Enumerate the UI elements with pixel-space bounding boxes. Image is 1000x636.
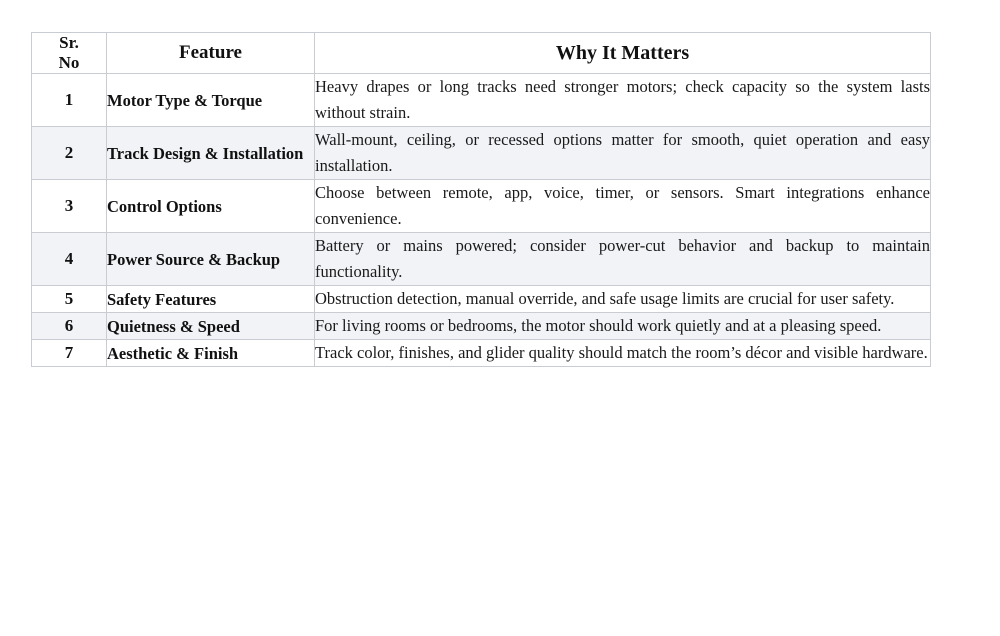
- table-row: [32, 340, 931, 367]
- header-cell-sr-no: [32, 33, 107, 74]
- cell-feature: Motor Type & Torque: [107, 74, 315, 127]
- cell-feature: Aesthetic & Finish: [107, 340, 315, 367]
- cell-sr-no: 3: [32, 180, 107, 233]
- table-row: [32, 286, 931, 313]
- table-row: [32, 127, 931, 180]
- cell-feature: Safety Features: [107, 286, 315, 313]
- cell-why-it-matters: Track color, finishes, and glider quality should match the room’s décor and visible hardware.: [315, 340, 931, 367]
- table-row: [32, 233, 931, 286]
- header-cell-feature: Feature: [107, 33, 315, 74]
- cell-feature: Track Design & Installation: [107, 127, 315, 180]
- cell-sr-no: 7: [32, 340, 107, 367]
- table-header-row: [32, 33, 931, 74]
- cell-sr-no: 4: [32, 233, 107, 286]
- cell-sr-no: 6: [32, 313, 107, 340]
- cell-why-it-matters: Obstruction detection, manual override, and safe usage limits are crucial for user safety.: [315, 286, 931, 313]
- cell-why-it-matters: For living rooms or bedrooms, the motor should work quietly and at a pleasing speed.: [315, 313, 931, 340]
- table-row: [32, 180, 931, 233]
- cell-feature: Power Source & Backup: [107, 233, 315, 286]
- cell-why-it-matters: Choose between remote, app, voice, timer, or sensors. Smart integrations enhance convenience.: [315, 180, 931, 233]
- cell-feature: Control Options: [107, 180, 315, 233]
- cell-sr-no: 5: [32, 286, 107, 313]
- header-sr-line1: Sr.: [59, 33, 79, 52]
- spec-table-container: [31, 32, 930, 367]
- cell-why-it-matters: Wall-mount, ceiling, or recessed options matter for smooth, quiet operation and easy installation.: [315, 127, 931, 180]
- header-sr-line2: No: [58, 53, 80, 72]
- cell-sr-no: 1: [32, 74, 107, 127]
- header-cell-why-it-matters: Why It Matters: [315, 33, 931, 74]
- cell-sr-no: 2: [32, 127, 107, 180]
- cell-why-it-matters: Heavy drapes or long tracks need stronger motors; check capacity so the system lasts without strain.: [315, 74, 931, 127]
- cell-feature: Quietness & Speed: [107, 313, 315, 340]
- table-row: [32, 313, 931, 340]
- table-row: [32, 74, 931, 127]
- curtain-motor-buying-factors-table: [31, 32, 931, 367]
- cell-why-it-matters: Battery or mains powered; consider power-cut behavior and backup to maintain functionality.: [315, 233, 931, 286]
